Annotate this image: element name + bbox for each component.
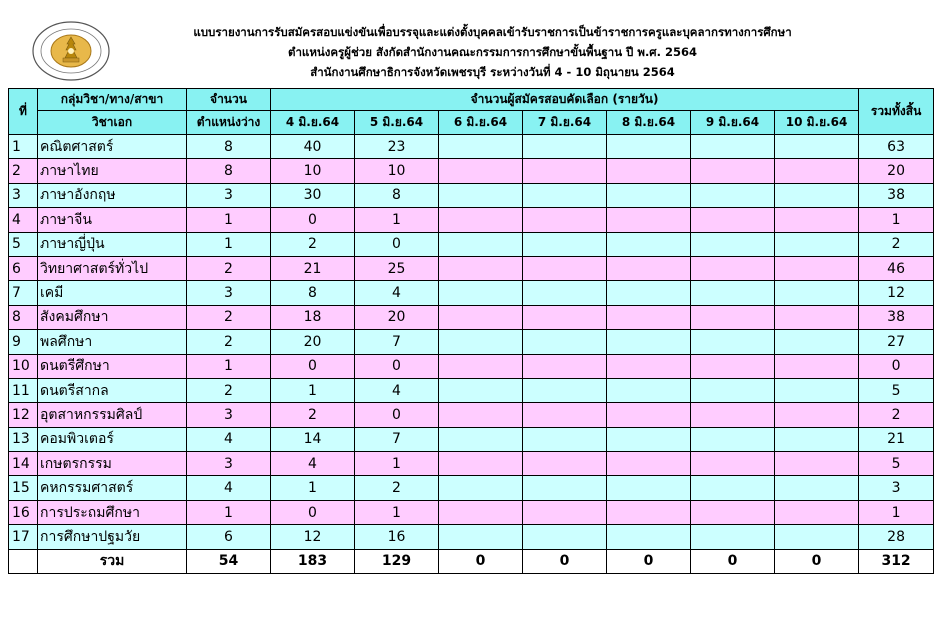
table-row: [9, 525, 934, 549]
row-day-count: [775, 476, 859, 500]
row-day-count: [607, 135, 691, 159]
row-day-count: [607, 427, 691, 451]
row-number: 5: [9, 232, 38, 256]
row-total: 63: [859, 135, 934, 159]
row-subject: การศึกษาปฐมวัย: [38, 525, 187, 549]
row-day-count: 0: [355, 403, 439, 427]
row-day-count: [439, 452, 523, 476]
row-day-count: [691, 427, 775, 451]
row-subject: สังคมศึกษา: [38, 305, 187, 329]
row-day-count: 25: [355, 256, 439, 280]
row-number: 12: [9, 403, 38, 427]
row-day-count: [607, 378, 691, 402]
row-day-count: [439, 354, 523, 378]
row-total: 1: [859, 500, 934, 524]
row-day-count: [439, 476, 523, 500]
row-number: 2: [9, 159, 38, 183]
row-positions: 6: [187, 525, 271, 549]
row-subject: ภาษาจีน: [38, 208, 187, 232]
row-day-count: [523, 305, 607, 329]
row-number: 7: [9, 281, 38, 305]
row-subject: เกษตรกรรม: [38, 452, 187, 476]
row-number: 14: [9, 452, 38, 476]
row-day-count: [691, 403, 775, 427]
row-day-count: [775, 525, 859, 549]
row-day-count: [439, 403, 523, 427]
row-positions: 1: [187, 208, 271, 232]
header-date: 9 มิ.ย.64: [691, 111, 775, 135]
row-subject: ดนตรีศึกษา: [38, 354, 187, 378]
row-total: 2: [859, 232, 934, 256]
row-day-count: 7: [355, 427, 439, 451]
row-day-count: [691, 159, 775, 183]
row-day-count: 10: [271, 159, 355, 183]
row-positions: 2: [187, 305, 271, 329]
row-day-count: [775, 183, 859, 207]
row-day-count: 20: [271, 330, 355, 354]
row-day-count: [523, 232, 607, 256]
row-day-count: [607, 476, 691, 500]
row-day-count: [775, 159, 859, 183]
applicant-table: [8, 88, 934, 574]
header-date: 5 มิ.ย.64: [355, 111, 439, 135]
row-day-count: [607, 330, 691, 354]
row-subject: คอมพิวเตอร์: [38, 427, 187, 451]
row-day-count: [439, 305, 523, 329]
header-applicants: จำนวนผู้สมัครสอบคัดเลือก (รายวัน): [271, 89, 859, 111]
table-row: [9, 208, 934, 232]
total-day-count: 0: [775, 549, 859, 573]
row-positions: 3: [187, 183, 271, 207]
row-day-count: 2: [271, 232, 355, 256]
row-day-count: [775, 330, 859, 354]
table-row: [9, 500, 934, 524]
row-day-count: 18: [271, 305, 355, 329]
table-row: [9, 354, 934, 378]
row-day-count: [607, 354, 691, 378]
row-day-count: [691, 305, 775, 329]
row-subject: พลศึกษา: [38, 330, 187, 354]
table-row: [9, 183, 934, 207]
row-total: 27: [859, 330, 934, 354]
row-day-count: [523, 452, 607, 476]
row-subject: ภาษาไทย: [38, 159, 187, 183]
row-day-count: [439, 500, 523, 524]
table-row: [9, 427, 934, 451]
table-row: [9, 232, 934, 256]
row-subject: เคมี: [38, 281, 187, 305]
row-day-count: [691, 135, 775, 159]
row-day-count: [523, 354, 607, 378]
row-day-count: [691, 476, 775, 500]
header-positions-bottom: ตำแหน่งว่าง: [187, 111, 271, 135]
row-day-count: [607, 500, 691, 524]
row-day-count: [439, 281, 523, 305]
row-day-count: 2: [271, 403, 355, 427]
row-positions: 4: [187, 476, 271, 500]
row-day-count: 2: [355, 476, 439, 500]
row-subject: ดนตรีสากล: [38, 378, 187, 402]
row-day-count: [439, 427, 523, 451]
row-day-count: [607, 159, 691, 183]
row-total: 38: [859, 305, 934, 329]
row-day-count: [523, 135, 607, 159]
row-subject: ภาษาญี่ปุ่น: [38, 232, 187, 256]
row-total: 12: [859, 281, 934, 305]
row-total: 1: [859, 208, 934, 232]
row-day-count: [439, 525, 523, 549]
grand-total: 312: [859, 549, 934, 573]
row-day-count: [523, 208, 607, 232]
header-date: 4 มิ.ย.64: [271, 111, 355, 135]
row-day-count: [523, 183, 607, 207]
row-positions: 1: [187, 232, 271, 256]
row-day-count: [691, 452, 775, 476]
row-day-count: [439, 159, 523, 183]
row-positions: 2: [187, 330, 271, 354]
report-titles: [130, 22, 855, 82]
table-row: [9, 159, 934, 183]
row-day-count: [523, 330, 607, 354]
row-day-count: [523, 476, 607, 500]
row-day-count: [523, 159, 607, 183]
row-subject: อุตสาหกรรมศิลป์: [38, 403, 187, 427]
row-day-count: [691, 281, 775, 305]
row-day-count: 14: [271, 427, 355, 451]
row-day-count: [607, 525, 691, 549]
row-day-count: [607, 183, 691, 207]
header-total: รวมทั้งสิ้น: [859, 89, 934, 135]
row-day-count: 0: [271, 354, 355, 378]
table-row: [9, 135, 934, 159]
row-day-count: [775, 135, 859, 159]
row-day-count: 21: [271, 256, 355, 280]
row-day-count: [775, 403, 859, 427]
row-day-count: [775, 427, 859, 451]
row-positions: 3: [187, 452, 271, 476]
row-total: 38: [859, 183, 934, 207]
row-day-count: [691, 232, 775, 256]
row-day-count: [775, 281, 859, 305]
row-day-count: 4: [355, 281, 439, 305]
row-day-count: [607, 232, 691, 256]
total-row-number: [9, 549, 38, 573]
total-day-count: 129: [355, 549, 439, 573]
total-row: [9, 549, 934, 573]
row-subject: ภาษาอังกฤษ: [38, 183, 187, 207]
header-date: 7 มิ.ย.64: [523, 111, 607, 135]
row-positions: 1: [187, 500, 271, 524]
row-positions: 1: [187, 354, 271, 378]
row-total: 5: [859, 378, 934, 402]
row-day-count: [439, 183, 523, 207]
row-positions: 8: [187, 159, 271, 183]
row-number: 3: [9, 183, 38, 207]
row-total: 3: [859, 476, 934, 500]
row-day-count: 1: [355, 500, 439, 524]
row-day-count: [691, 208, 775, 232]
row-day-count: [775, 305, 859, 329]
row-number: 15: [9, 476, 38, 500]
total-day-count: 183: [271, 549, 355, 573]
row-day-count: [691, 183, 775, 207]
table-row: [9, 330, 934, 354]
row-day-count: [607, 403, 691, 427]
total-label: รวม: [38, 549, 187, 573]
row-number: 1: [9, 135, 38, 159]
row-number: 6: [9, 256, 38, 280]
row-number: 10: [9, 354, 38, 378]
table-row: [9, 281, 934, 305]
row-day-count: 23: [355, 135, 439, 159]
row-number: 17: [9, 525, 38, 549]
header-no: ที่: [9, 89, 38, 135]
row-day-count: [523, 403, 607, 427]
row-day-count: [523, 256, 607, 280]
row-day-count: [691, 354, 775, 378]
row-number: 11: [9, 378, 38, 402]
row-day-count: 1: [355, 208, 439, 232]
row-positions: 3: [187, 403, 271, 427]
row-total: 46: [859, 256, 934, 280]
table-body: [9, 135, 934, 574]
row-total: 28: [859, 525, 934, 549]
row-day-count: 8: [271, 281, 355, 305]
total-day-count: 0: [439, 549, 523, 573]
row-positions: 8: [187, 135, 271, 159]
row-day-count: [439, 232, 523, 256]
row-day-count: 4: [355, 378, 439, 402]
row-day-count: 0: [271, 500, 355, 524]
row-day-count: 7: [355, 330, 439, 354]
row-positions: 4: [187, 427, 271, 451]
row-day-count: 4: [271, 452, 355, 476]
header-date: 6 มิ.ย.64: [439, 111, 523, 135]
row-day-count: [775, 354, 859, 378]
report-title-line3: สำนักงานศึกษาธิการจังหวัดเพชรบุรี ระหว่างวันที่ 4 - 10 มิถุนายน 2564: [310, 65, 675, 79]
row-day-count: 16: [355, 525, 439, 549]
row-day-count: [775, 378, 859, 402]
row-positions: 2: [187, 378, 271, 402]
row-day-count: [607, 208, 691, 232]
report-title-line1: แบบรายงานการรับสมัครสอบแข่งขันเพื่อบรรจุและแต่งตั้งบุคคลเข้ารับราชการเป็นข้าราชการครูและบุคลากรทางการศึกษา: [193, 25, 792, 39]
emblem-logo: [30, 20, 112, 82]
row-day-count: 30: [271, 183, 355, 207]
row-day-count: [691, 525, 775, 549]
row-day-count: 1: [271, 378, 355, 402]
row-total: 0: [859, 354, 934, 378]
row-day-count: [439, 330, 523, 354]
report-title-line2: ตำแหน่งครูผู้ช่วย สังกัดสำนักงานคณะกรรมการการศึกษาขั้นพื้นฐาน ปี พ.ศ. 2564: [287, 45, 697, 59]
header-date: 8 มิ.ย.64: [607, 111, 691, 135]
row-number: 13: [9, 427, 38, 451]
row-total: 21: [859, 427, 934, 451]
row-day-count: 8: [355, 183, 439, 207]
row-day-count: [523, 378, 607, 402]
row-day-count: [607, 256, 691, 280]
total-day-count: 0: [607, 549, 691, 573]
row-subject: วิทยาศาสตร์ทั่วไป: [38, 256, 187, 280]
table-row: [9, 452, 934, 476]
row-day-count: [523, 525, 607, 549]
row-subject: คหกรรมศาสตร์: [38, 476, 187, 500]
row-day-count: [691, 378, 775, 402]
header-subject-top: กลุ่มวิชา/ทาง/สาขา: [38, 89, 187, 111]
row-day-count: [439, 378, 523, 402]
row-subject: การประถมศึกษา: [38, 500, 187, 524]
row-day-count: [607, 452, 691, 476]
row-day-count: [523, 500, 607, 524]
row-day-count: 10: [355, 159, 439, 183]
row-day-count: [691, 330, 775, 354]
row-day-count: [523, 281, 607, 305]
row-day-count: [775, 208, 859, 232]
row-total: 20: [859, 159, 934, 183]
row-day-count: 1: [355, 452, 439, 476]
table-row: [9, 403, 934, 427]
row-total: 5: [859, 452, 934, 476]
row-day-count: [691, 256, 775, 280]
row-day-count: 0: [271, 208, 355, 232]
row-total: 2: [859, 403, 934, 427]
row-day-count: 40: [271, 135, 355, 159]
row-day-count: 0: [355, 354, 439, 378]
row-day-count: [607, 281, 691, 305]
row-day-count: [439, 208, 523, 232]
row-day-count: [607, 305, 691, 329]
row-day-count: [523, 427, 607, 451]
row-day-count: 1: [271, 476, 355, 500]
row-day-count: [691, 500, 775, 524]
row-day-count: 20: [355, 305, 439, 329]
total-day-count: 0: [691, 549, 775, 573]
header-positions-top: จำนวน: [187, 89, 271, 111]
row-number: 16: [9, 500, 38, 524]
row-day-count: [775, 256, 859, 280]
row-number: 9: [9, 330, 38, 354]
row-day-count: 0: [355, 232, 439, 256]
table-row: [9, 305, 934, 329]
table-row: [9, 476, 934, 500]
row-number: 8: [9, 305, 38, 329]
row-day-count: [775, 452, 859, 476]
header-date: 10 มิ.ย.64: [775, 111, 859, 135]
row-day-count: [775, 500, 859, 524]
total-positions: 54: [187, 549, 271, 573]
table-row: [9, 256, 934, 280]
table-row: [9, 378, 934, 402]
total-day-count: 0: [523, 549, 607, 573]
row-day-count: 12: [271, 525, 355, 549]
row-subject: คณิตศาสตร์: [38, 135, 187, 159]
row-day-count: [439, 256, 523, 280]
header-subject-bottom: วิชาเอก: [38, 111, 187, 135]
row-day-count: [775, 232, 859, 256]
row-day-count: [439, 135, 523, 159]
row-number: 4: [9, 208, 38, 232]
row-positions: 2: [187, 256, 271, 280]
row-positions: 3: [187, 281, 271, 305]
